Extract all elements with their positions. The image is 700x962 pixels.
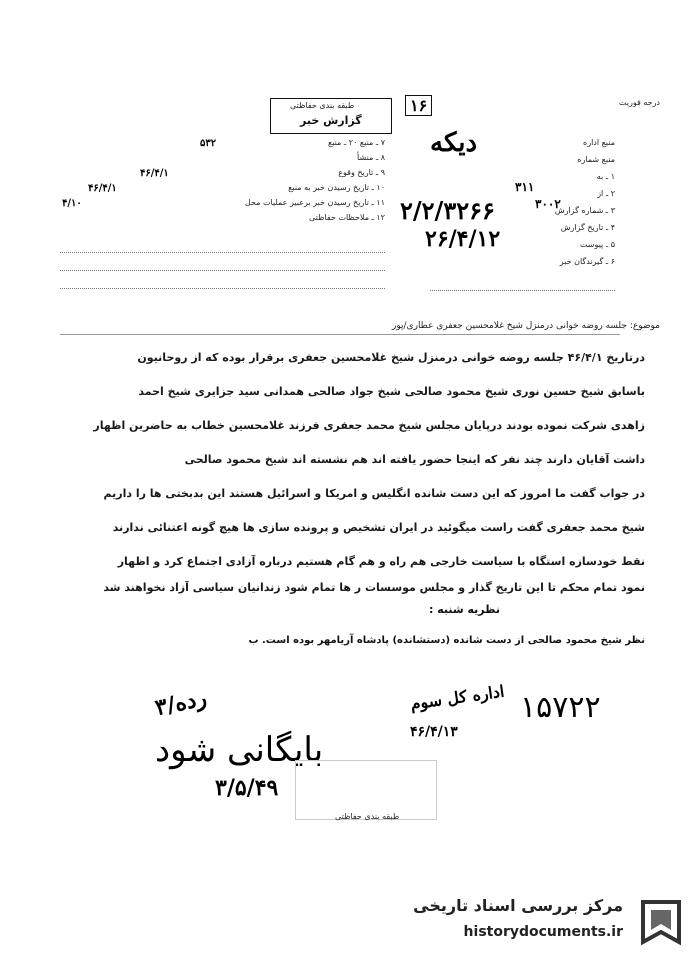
field-label: ۴ ـ تاریخ گزارش (560, 223, 615, 232)
top-mark: ۱۶ (405, 95, 432, 116)
footer-stamp-box (295, 760, 437, 820)
document-number: ۱۵۷۲۲ (520, 690, 601, 725)
hand-source: دیکه (430, 128, 478, 158)
priority-label: درجه فوریت (618, 98, 660, 107)
body-line: نقط خودسازه استگاه با سیاست خارجی هم راه و هم گام هستیم درباره آزادی اجتماع کرد و اظهار (117, 555, 645, 568)
body-line: زاهدی شرکت نموده بودند درپایان مجلس شیخ محمد جعفری فرزند غلامحسین خطاب به حاضرین اظهار (93, 419, 645, 432)
footer-stamp-label: طبقه بندی حفاظتی (335, 812, 400, 821)
office-date: ۴۶/۴/۱۳ (410, 724, 458, 740)
logo-emblem-icon (631, 892, 691, 952)
field-value: ۴/۱۰ (62, 198, 82, 209)
subject-rule (60, 334, 620, 335)
field-label: منبع شماره (577, 155, 615, 164)
archive-logo (400, 890, 695, 955)
office-signature: اداره کل سوم (409, 681, 506, 714)
left-fields (60, 138, 385, 228)
field-label: ۵ ـ پیوست (579, 240, 615, 249)
blank-line (60, 288, 385, 289)
field-value: ۴۶/۴/۱ (140, 168, 169, 179)
logo-org-name: مرکز بررسی اسناد تاریخی (413, 896, 623, 915)
field-label: ۱ ـ به (596, 172, 615, 181)
field-label: ۹ ـ تاریخ وقوع (338, 168, 385, 177)
body-line: در جواب گفت ما امروز که این دست شانده انگلیس و امریکا و اسرائیل هستند این بدبختی ها را داریم (103, 487, 645, 500)
body-line: داشت آقایان دارند چند نفر که اینجا حضور یافته اند هم نشسته اند شیخ محمود صالحی (184, 453, 645, 466)
field-label: ۱۰ ـ تاریخ رسیدن خبر به منبع (288, 183, 385, 192)
subject-line: موضوع: جلسه روضه خوانی درمنزل شیخ غلامحسین جعفری عطاری/پور (392, 321, 660, 331)
hand-number: ۳۱۱ (515, 180, 535, 194)
field-row (60, 138, 385, 153)
right-fields (455, 138, 615, 274)
field-label: منبع اداره (583, 138, 615, 147)
body-line: نمود تمام محکم تا این تاریخ گذار و مجلس موسسات ر ها تمام شود زندانیان سیاسی آزاد نخواهند شد (103, 581, 645, 594)
blank-line (60, 252, 385, 253)
field-label: ۷ ـ منبع ۲۰ ـ منبع (327, 138, 385, 147)
opinion-label: نظریه شنبه : (428, 603, 500, 616)
logo-site: historydocuments.ir (463, 924, 623, 940)
field-label: ۱۲ ـ ملاحظات حفاظتی (309, 213, 385, 222)
blank-line (60, 270, 385, 271)
field-row (60, 153, 385, 168)
field-label: ۱۱ ـ تاریخ رسیدن خبر برعبیر عملیات محل (244, 198, 385, 207)
hand-report-date: ۲۶/۴/۱۲ (425, 226, 501, 252)
archive-note: بایگانی شود (155, 730, 324, 770)
blank-line (430, 290, 615, 291)
field-row (60, 198, 385, 213)
initials-signature: رده/۳ (152, 684, 209, 722)
report-title: گزارش خبر (300, 114, 362, 127)
field-value: ۴۶/۴/۱ (88, 183, 117, 194)
opinion-text: نظر شیخ محمود صالحی از دست شانده (دستشانده) پادشاه آریامهر بوده است. ب (248, 635, 645, 646)
field-value: ۵۳۲ (200, 138, 217, 149)
hand-code: ۳۰۰۲ (535, 197, 561, 211)
archive-date: ۳/۵/۴۹ (215, 775, 279, 801)
hand-report-number: ۲/۲/۳۲۶۶ (400, 196, 495, 225)
field-label: ۶ ـ گیرندگان خبر (559, 257, 615, 266)
field-row (60, 183, 385, 198)
field-row (60, 213, 385, 228)
body-line: باسابق شیخ حسین نوری شیخ محمود صالحی شیخ جواد صالحی همدانی سید جزایری شیخ احمد (138, 385, 645, 398)
field-row (60, 168, 385, 183)
body-line: شیخ محمد جعفری گفت راست میگوئید در ایران تشخیص و پرونده سازی ها هیچ گونه اعتنائی ندارند (112, 521, 645, 534)
field-label: ۳ ـ شماره گزارش (554, 206, 615, 215)
body-line: درتاریخ ۴۶/۴/۱ جلسه روضه خوانی درمنزل شیخ غلامحسین جعفری برقرار بوده که از روحانیون (137, 351, 645, 364)
classification-stamp-label: طبقه بندی حفاظتی (290, 101, 355, 110)
field-label: ۸ ـ منشأ (357, 153, 385, 162)
field-label: ۲ ـ از (597, 189, 615, 198)
